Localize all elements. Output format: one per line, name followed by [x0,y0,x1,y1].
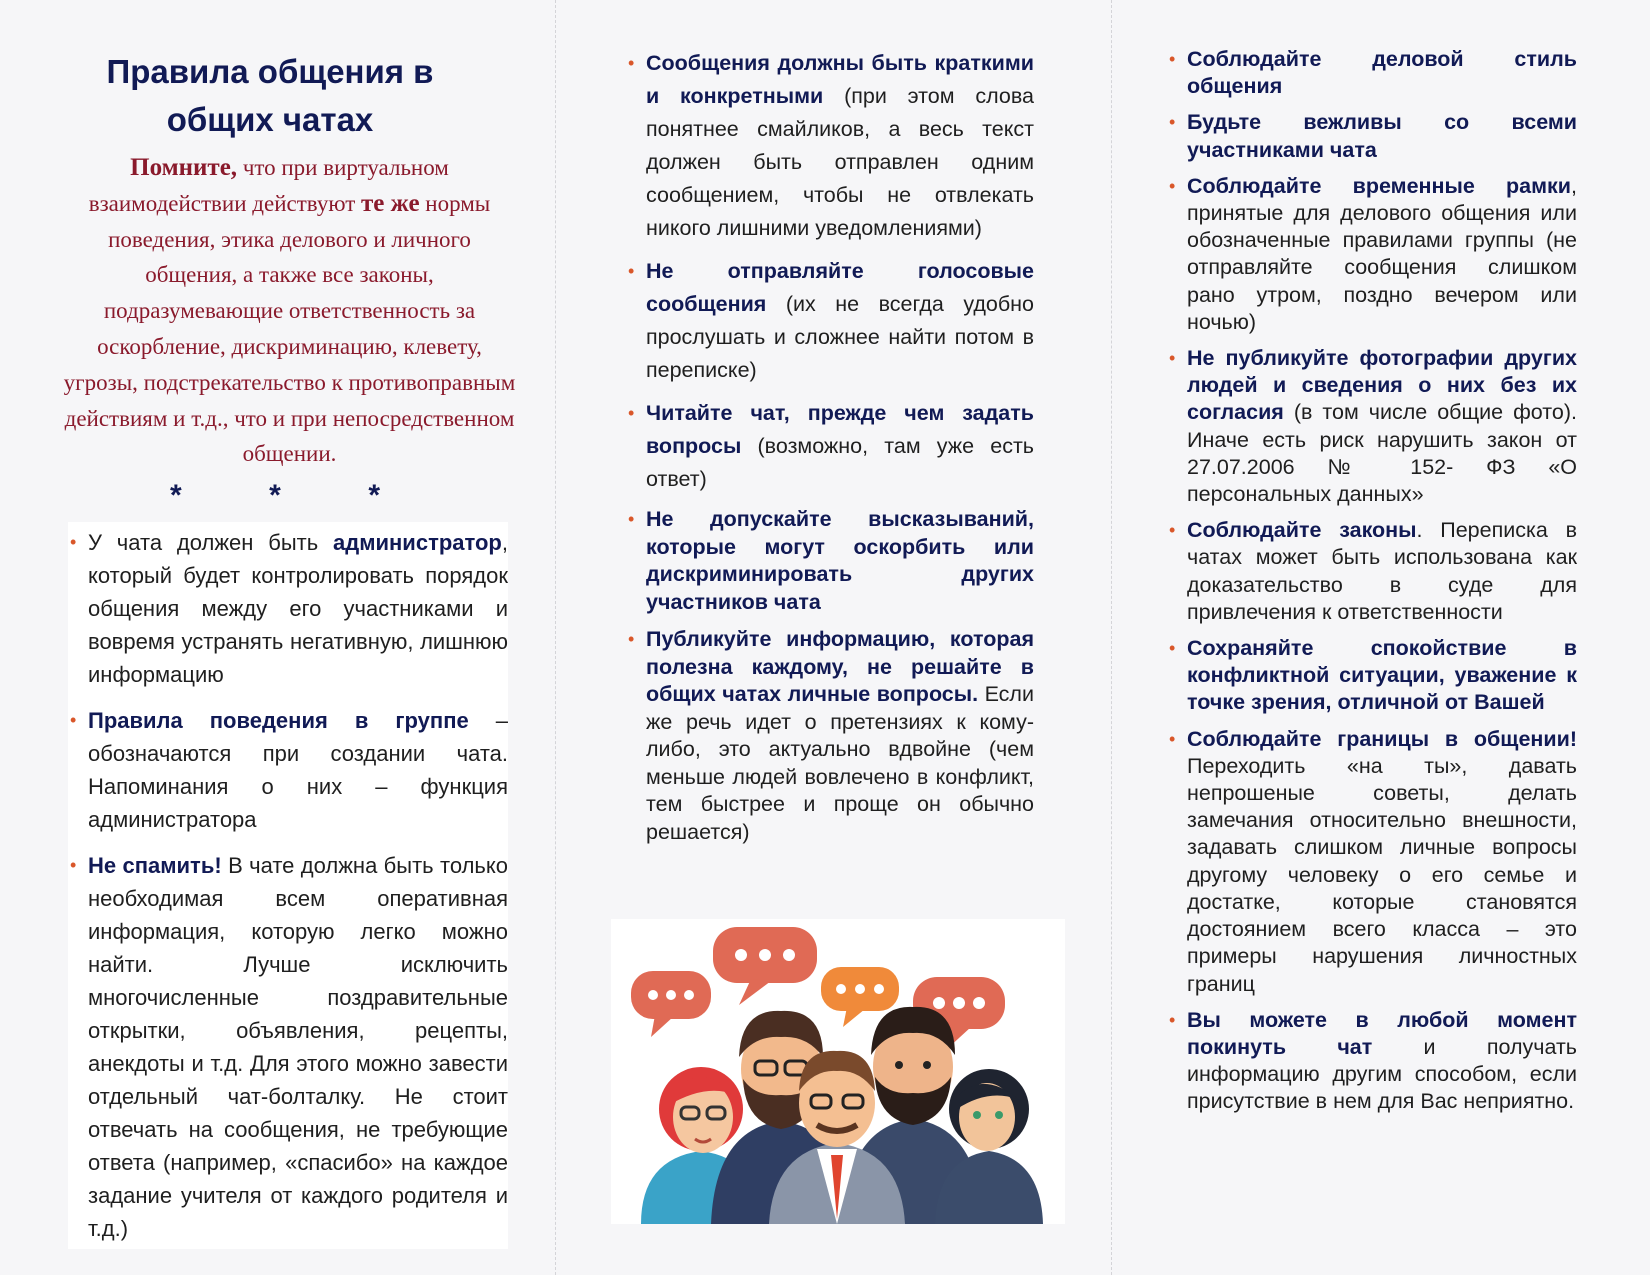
rule-bold: Не допускайте высказываний, которые могут оскорбить или дискриминировать других участников чата [646,507,1034,614]
list-item [88,704,508,836]
group-chat-people-illustration [611,919,1065,1224]
rule-text: Если же речь идет о претензиях к кому-либо, это актуально вдвойне (чем меньше людей вовлечено в конфликт, тем быстрее и проще он обычно решается) [646,682,1034,844]
list-item [1187,46,1577,100]
rule-text: и получать информацию другим способом, если присутствие в нем для Вас неприятно. [1187,1034,1577,1114]
rule-bold: Сообщения должны быть краткими и конкретными [646,51,1034,108]
list-item [1187,726,1577,998]
list-item [646,626,1034,846]
stars-separator [170,478,380,514]
rule-text: (возможно, там уже есть ответ) [646,434,1034,491]
rule-bold: Читайте чат, прежде чем задать вопросы [646,401,1034,458]
list-item [1187,1007,1577,1116]
speech-bubble-icon [631,971,711,1037]
rule-text: Переходить «на ты», давать непрошеные советы, делать замечания относительно внешности, задавать слишком личные вопросы другому человеку о его семье и достатке, которые становятся достоянием всего класса – это примеры нарушения личностных границ [1187,753,1577,996]
rule-bold: Правила поведения в группе [88,708,469,733]
rule-bold: Будьте вежливы со всеми участниками чата [1187,110,1577,162]
remember-bold: Помните, [130,154,238,181]
list-item [1187,517,1577,626]
list-item [646,397,1034,496]
right-rules-list [1187,46,1577,1125]
star: * [368,479,380,512]
remember-note [62,150,517,472]
speech-bubble-icon [713,927,817,1005]
list-item [646,255,1034,387]
list-item [1187,109,1577,163]
star: * [170,479,182,512]
list-item [1187,635,1577,717]
remember-bold-2: те же [361,189,420,217]
remember-text-2: нормы поведения, этика делового и личного общения, а также все законы, подразумевающие ответственность за оскорбление, дискриминацию, клевету, угрозы, подстрекательство к противоправным действиям и т.д., что и при непосредственном общении. [63,190,516,467]
list-item [88,526,508,691]
rule-text: В чате должна быть только необходимая всем оперативная информация, которую легко можно найти. Лучше исключить многочисленные поздравительные открытки, объявления, рецепты, анекдоты и т.д. Для этого можно завести отдельный чат-болталку. Не стоит отвечать на сообщения, не требующие ответа (например, «спасибо» на каждое задание учителя от каждого родителя и т.д.) [88,853,508,1241]
rule-text: , который будет контролировать порядок общения между его участниками и вовремя устранять негативную, лишнюю информацию [88,530,508,687]
list-item [88,849,508,1245]
rule-text: У чата должен быть [88,530,334,555]
list-item [1187,345,1577,508]
rule-text: (их не всегда удобно прослушать и сложнее найти потом в переписке) [646,292,1034,382]
rule-text: – обозначаются при создании чата. Напоминания о них – функция администратора [88,708,508,832]
rule-bold: Соблюдайте деловой стиль общения [1187,47,1577,99]
rule-bold: Публикуйте информацию, которая полезна каждому, не решайте в общих чатах личные вопросы. [646,627,1034,706]
rule-bold: Сохраняйте спокойствие в конфликтной ситуации, уважение к точке зрения, отличной от Вашей [1187,636,1577,715]
rule-bold: Соблюдайте границы в общении! [1187,726,1577,751]
rule-text: . Переписка в чатах может быть использована как доказательство в суде для привлечения к ответственности [1187,518,1577,624]
rule-bold: Соблюдайте временные рамки [1187,173,1572,198]
left-rules-list [68,522,508,1249]
rule-bold: администратор [333,530,502,555]
rule-bold: Вы можете в любой момент покинуть чат [1187,1007,1577,1059]
list-item [646,506,1034,616]
rule-bold: Не спамить! [88,853,222,878]
left-panel [0,0,555,1275]
illustration-svg [611,919,1065,1224]
star: * [269,479,281,512]
rule-text: (при этом слова понятнее смайликов, а весь текст должен быть отправлен одним сообщением, чтобы не отвлекать никого лишними уведомлениями) [646,84,1034,240]
middle-rules-list [646,47,1034,856]
rule-bold: Не отправляйте голосовые сообщения [646,259,1034,316]
rule-bold: Соблюдайте законы [1187,518,1417,543]
remember-text-1: что при виртуальном взаимодействии действуют [88,155,449,216]
rule-text: (в том числе общие фото). Иначе есть риск нарушить закон от 27.07.2006 № 152- ФЗ «О персональных данных» [1187,400,1577,507]
rule-bold: Не публикуйте фотографии других людей и сведения о них без их согласия [1187,346,1577,425]
list-item [646,47,1034,245]
list-item [1187,173,1577,336]
rule-text: , принятые для делового общения или обозначенные правилами группы (не отправляйте сообщения слишком рано утром, поздно вечером или ночью) [1187,173,1577,334]
page-title: Правила общения в общих чатах [106,53,434,138]
